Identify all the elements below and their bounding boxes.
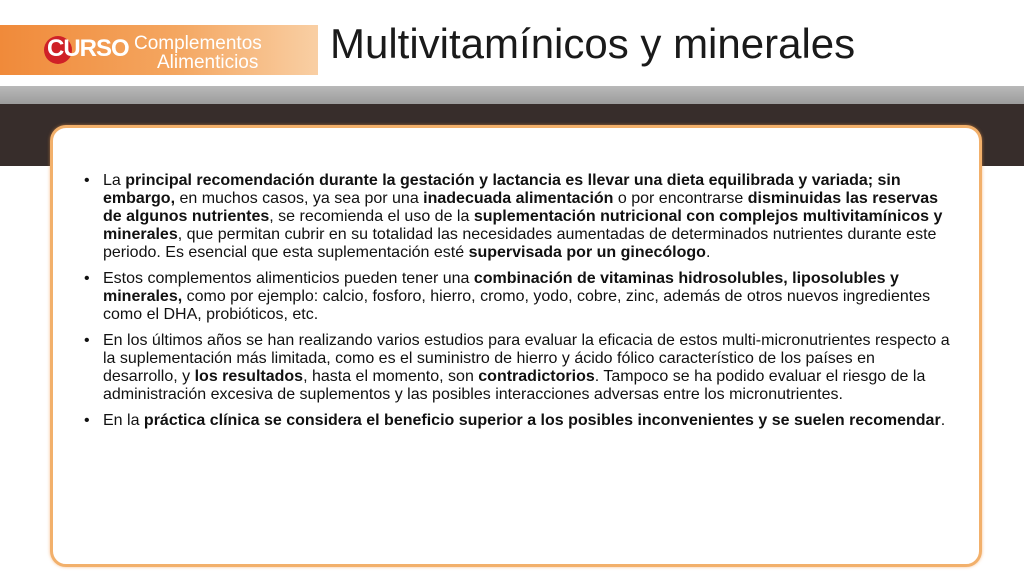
bullet-dot-icon: • (84, 172, 90, 189)
bullet-item (84, 332, 954, 404)
text-segment: La (103, 172, 126, 189)
text-segment: , que permitan cubrir en su totalidad las necesidades aumentadas de determinados nutrientes durante este periodo. Es esencial que esta suplementación esté (103, 226, 937, 261)
text-segment: Estos complementos alimenticios pueden tener una (103, 270, 474, 287)
bold-text-segment: disminuidas las reservas de algunos nutrientes (103, 190, 939, 225)
bullet-dot-icon: • (84, 270, 90, 287)
bullet-dot-icon: • (84, 332, 90, 349)
logo-line-1: Complementos (134, 33, 262, 54)
bold-text-segment: supervisada por un ginecólogo (468, 244, 706, 261)
bullet-list (84, 172, 954, 438)
bold-text-segment: contradictorios (478, 368, 595, 385)
bullet-dot-icon: • (84, 412, 90, 429)
text-segment: , se recomienda el uso de la (269, 208, 474, 225)
text-segment: , hasta el momento, son (303, 368, 479, 385)
text-segment: . Tampoco se ha podido evaluar el riesgo de la administración excesiva de suplementos y las posibles interacciones adversas entre los micronutrientes. (103, 368, 926, 403)
text-segment: en muchos casos, ya sea por una (175, 190, 424, 207)
bullet-item (84, 270, 954, 324)
text-segment: En la (103, 412, 144, 429)
logo-brand: CURSO (47, 35, 129, 62)
text-segment: como por ejemplo: calcio, fosforo, hierro, cromo, yodo, cobre, zinc, además de otros nuevos ingredientes como el DHA, probióticos, etc. (103, 288, 931, 323)
curso-logo (0, 25, 318, 75)
bold-text-segment: suplementación nutricional con complejos multivitamínicos y minerales (103, 208, 943, 243)
bullet-item (84, 172, 954, 262)
bullet-item (84, 412, 954, 430)
bold-text-segment: los resultados (194, 368, 304, 385)
header-gray-band (0, 86, 1024, 104)
bold-text-segment: inadecuada alimentación (423, 190, 614, 207)
slide-title: Multivitamínicos y minerales (330, 20, 856, 67)
text-segment: En los últimos años se han realizando varios estudios para evaluar la eficacia de estos multi-micronutrientes respecto a la suplementación más limitada, como es el suministro de hierro y ácido fólico característico de los países en desarrollo, y (103, 332, 950, 385)
logo-line-2: Alimenticios (157, 52, 259, 73)
text-segment: . (705, 244, 711, 261)
bold-text-segment: práctica clínica se considera el beneficio superior a los posibles inconvenientes y se suelen recomendar (143, 412, 941, 429)
text-segment: . (940, 412, 946, 429)
text-segment: o por encontrarse (613, 190, 748, 207)
bold-text-segment: principal recomendación durante la gestación y lactancia es llevar una dieta equilibrada y variada; sin embargo, (103, 172, 901, 207)
bold-text-segment: combinación de vitaminas hidrosolubles, liposolubles y minerales, (103, 270, 899, 305)
